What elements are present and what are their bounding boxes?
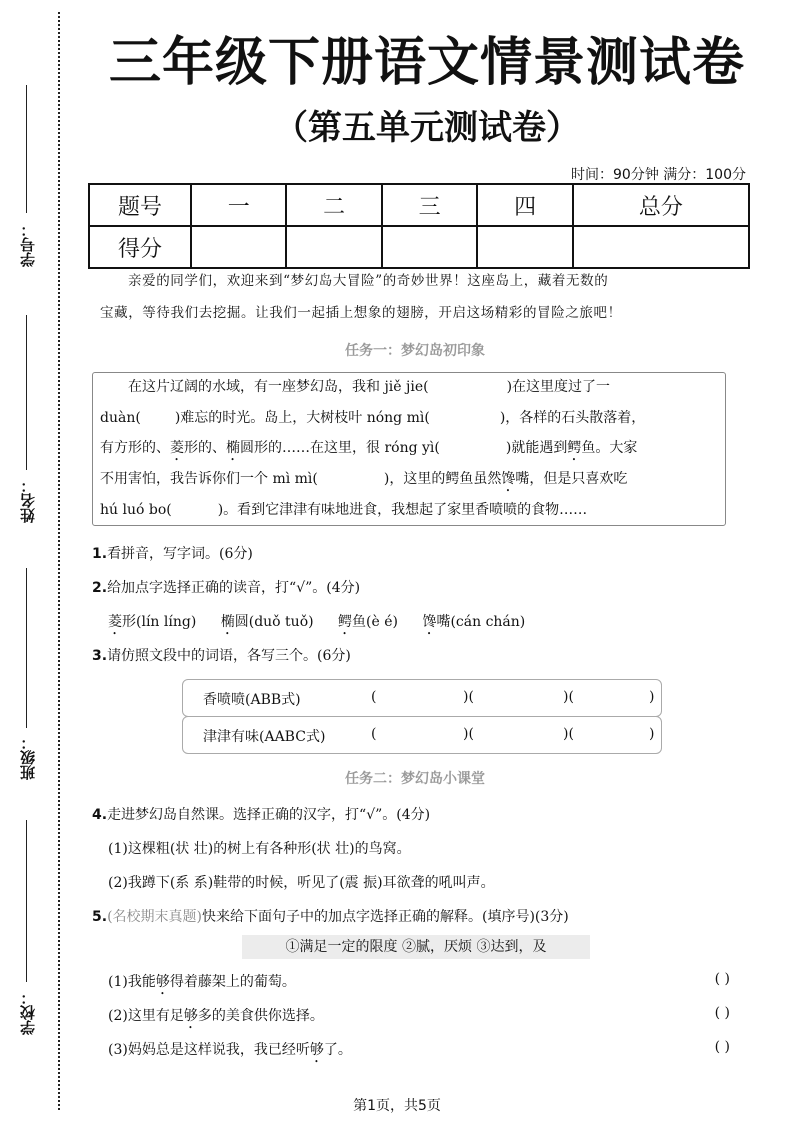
q5-answer-paren[interactable]: ( ) [714, 1005, 730, 1021]
question-text: 给加点字选择正确的读音，打“√”。(4分) [107, 580, 361, 596]
question-2 [92, 577, 742, 597]
dotted-char: 菱 [170, 440, 184, 456]
score-table-col: 一 [191, 184, 286, 226]
task2-title: 任务二：梦幻岛小课堂 [345, 771, 485, 787]
question-text: 请仿照文段中的词语，各写三个。(6分) [107, 648, 351, 664]
score-table-score-row [89, 226, 749, 268]
student-number-label: 学号： [19, 222, 37, 267]
score-table-col: 总分 [573, 184, 749, 226]
q2-option-text: 形(lín líng) [122, 614, 197, 630]
question-1 [92, 543, 742, 563]
class-line [26, 568, 27, 728]
q5-answer-paren[interactable]: ( ) [714, 1039, 730, 1055]
question-source-tag: (名校期末真题) [107, 909, 202, 925]
dotted-char: 够 [309, 1042, 324, 1058]
name-line [26, 315, 27, 470]
passage-text-segment: 鱼。大家 [581, 440, 638, 456]
intro-line-1: 亲爱的同学们，欢迎来到“梦幻岛大冒险”的奇妙世界！这座岛上，藏着无数的 [128, 273, 609, 289]
q4-item[interactable]: (1)这棵粗(状 壮)的树上有各种形(状 壮)的鸟窝。 [108, 841, 411, 857]
question-number: 3. [92, 648, 108, 664]
question-number: 4. [92, 807, 108, 823]
q2-option-text: 鱼(è é) [352, 614, 398, 630]
passage-text-segment: 在这片辽阔的水域，有一座梦幻岛，我和 jiě jie( [128, 379, 429, 395]
passage-text-segment: 圆形的……在这里，很 róng yì( [240, 440, 440, 456]
passage-text-segment: )难忘的时光。岛上，大树枝叶 nóng mì( [174, 409, 430, 426]
question-text: 走进梦幻岛自然课。选择正确的汉字，打“√”。(4分) [107, 807, 431, 823]
school-line [26, 820, 27, 982]
question-5 [92, 906, 742, 926]
exam-subtitle: （第五单元测试卷） [274, 108, 580, 148]
q2-option[interactable] [422, 614, 525, 630]
score-table-header-label: 题号 [89, 184, 191, 226]
score-cell[interactable] [573, 226, 749, 268]
question-text: 看拼音，写字词。(6分) [107, 546, 253, 562]
passage-text-segment: 有方形的、 [100, 440, 170, 456]
score-cell[interactable] [191, 226, 286, 268]
school-field [18, 990, 38, 1035]
intro-line-2: 宝藏，等待我们去挖掘。让我们一起插上想象的翅膀，开启这场精彩的冒险之旅吧！ [100, 305, 622, 321]
dotted-char: 椭 [226, 440, 240, 456]
score-table-col: 三 [382, 184, 477, 226]
dotted-char: 菱 [108, 614, 122, 630]
question-4 [92, 804, 742, 824]
paren: )( [463, 726, 474, 742]
score-cell[interactable] [477, 226, 572, 268]
q5-item-text: (1)我能 [108, 974, 156, 990]
dotted-char: 椭 [220, 614, 235, 630]
paren: )( [463, 689, 474, 705]
dotted-char: 够 [155, 974, 170, 990]
q3-row-label: 香喷喷(ABB式) [203, 692, 301, 708]
class-label: 班级： [19, 735, 37, 780]
student-number-field [18, 222, 38, 267]
task1-title: 任务一：梦幻岛初印象 [345, 343, 485, 359]
question-number: 1. [92, 546, 108, 562]
dotted-char: 鳄 [567, 440, 582, 456]
score-table-header-row [89, 184, 749, 226]
paren: ( [371, 726, 377, 742]
exam-title: 三年级下册语文情景测试卷 [108, 33, 745, 93]
q5-answer-paren[interactable]: ( ) [714, 971, 730, 987]
question-number: 2. [92, 580, 108, 596]
score-table [88, 183, 750, 269]
q5-item [108, 1005, 728, 1032]
q5-definitions: ①满足一定的限度 ②腻，厌烦 ③达到，及 [242, 935, 590, 959]
passage-text-segment: )就能遇到 [505, 440, 568, 456]
q3-row-label: 津津有味(AABC式) [203, 729, 326, 745]
q2-option-text: 嘴(cán chán) [436, 614, 526, 630]
question-number: 5. [92, 909, 108, 925]
score-table-col: 四 [477, 184, 572, 226]
question-text: 快来给下面句子中的加点字选择正确的解释。(填序号)(3分) [202, 909, 569, 925]
paren: )( [563, 689, 574, 705]
time-info: 时间：90分钟 满分：100分 [571, 167, 746, 183]
passage-text-segment: 形的、 [184, 440, 226, 456]
student-number-line [26, 85, 27, 213]
score-cell[interactable] [286, 226, 381, 268]
dotted-char: 馋 [422, 614, 437, 630]
q2-option[interactable] [338, 614, 398, 630]
passage-text-segment: )。看到它津津有味地进食，我想起了家里香喷喷的食物…… [217, 502, 588, 518]
q2-options [108, 611, 728, 638]
passage-text-segment: 不用害怕，我告诉你们一个 mì mì( [100, 471, 318, 487]
q2-option[interactable] [108, 614, 196, 630]
passage-text-segment: hú luó bo( [100, 502, 172, 518]
dotted-char: 够 [183, 1008, 198, 1024]
q5-item [108, 1039, 728, 1066]
score-cell[interactable] [382, 226, 477, 268]
passage-text-segment: )在这里度过了一 [506, 379, 611, 395]
score-table-row-label: 得分 [89, 226, 191, 268]
q2-option-text: 圆(duǒ tuǒ) [234, 614, 314, 630]
score-table-col: 二 [286, 184, 381, 226]
question-3 [92, 645, 742, 665]
paren: )( [563, 726, 574, 742]
q5-item-text: (2)这里有足 [108, 1008, 184, 1024]
q5-item [108, 971, 728, 998]
q5-item-text: 得着藤架上的葡萄。 [169, 974, 296, 990]
passage-text-segment: )，这里的鳄鱼虽然 [383, 471, 502, 487]
class-field [18, 735, 38, 780]
q3-answer-row[interactable] [182, 716, 662, 754]
paren: ) [649, 689, 655, 705]
name-field [18, 478, 38, 523]
q5-item-text: 多的美食供你选择。 [197, 1008, 324, 1024]
passage-text-segment: )，各样的石头散落着， [499, 409, 646, 426]
q3-answer-row[interactable] [182, 679, 662, 717]
page-number: 第1页，共5页 [353, 1098, 441, 1114]
passage-text-segment: duàn( [100, 409, 141, 426]
name-label: 姓名： [19, 478, 37, 523]
dotted-char: 鳄 [338, 614, 353, 630]
q4-item[interactable]: (2)我蹲下(系 系)鞋带的时候，听见了(震 振)耳欲聋的吼叫声。 [108, 875, 495, 891]
dotted-char: 馋 [501, 471, 516, 487]
passage-text-segment: 嘴，但是只喜欢吃 [515, 471, 628, 487]
binding-line [58, 12, 60, 1110]
q5-item-text: (3)妈妈总是这样说我，我已经听 [108, 1042, 310, 1058]
paren: ( [371, 689, 377, 705]
q2-option[interactable] [221, 614, 314, 630]
q5-item-text: 了。 [323, 1042, 352, 1058]
school-label: 学校： [19, 990, 37, 1035]
paren: ) [649, 726, 655, 742]
passage-text [100, 372, 720, 526]
